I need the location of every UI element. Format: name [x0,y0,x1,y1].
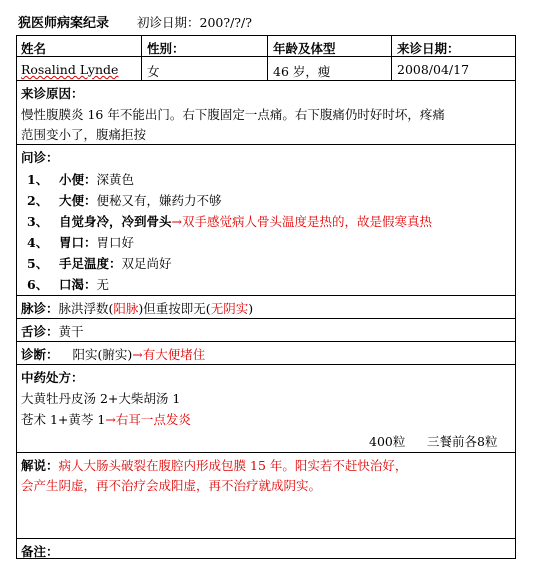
rule [17,538,515,539]
arrow-icon: → [105,412,116,427]
header-name: 姓名 [21,41,47,56]
rule [17,144,515,145]
patient-age-build: 46 岁，瘦 [273,64,331,79]
col-divider [267,36,268,80]
pulse-text: ) [248,301,254,316]
patient-gender: 女 [147,64,160,79]
col-divider [141,36,142,80]
rule [17,364,515,365]
prescription-line-2 [21,410,191,428]
prescription-note: 右耳一点发炎 [115,412,191,427]
record-table [16,35,516,559]
inquiry-item-note: 双手感觉病人骨头温度是热的，故是假寒真热 [182,214,433,229]
record-title [18,12,252,31]
rule [17,341,515,342]
inquiry-num: 3、 [27,214,49,229]
inquiry-item-label: 胃口： [59,235,97,250]
inquiry-item-label: 自觉身冷，冷到骨头 [59,214,172,229]
inquiry-item [27,212,432,230]
reason-line-2: 范围变小了，腹痛拒按 [21,127,147,142]
inquiry-item [27,275,109,293]
inquiry-num: 6、 [27,277,49,292]
inquiry-item-label: 口渴： [59,277,97,292]
inquiry-item-value: 胃口好 [96,235,135,250]
inquiry-num: 1、 [27,172,49,187]
reason-line-1: 慢性腹膜炎 16 年不能出门。右下腹固定一点痛。右下腹痛仍时好时坏，疼痛 [21,107,445,122]
explanation-row [21,456,407,474]
explanation-line-1: 病人大肠头破裂在腹腔内形成包膜 15 年。阳实若不赶快治好， [58,458,408,473]
notes-label: 备注： [21,544,59,559]
visit-date: 2008/04/17 [397,62,470,77]
patient-name [21,62,118,77]
inquiry-item [27,191,222,209]
rule [17,295,515,296]
pulse-label: 脉诊： [21,301,59,316]
prescription-herbs: 苍术 1+黄芩 1 [21,412,106,427]
pulse-text: 脉洪浮数( [58,301,114,316]
rule [17,452,515,453]
prescription-label: 中药处方： [21,370,84,385]
prescription-timing: 三餐前各8粒 [427,434,498,449]
inquiry-item [27,254,172,272]
inquiry-item-label: 大便： [59,193,97,208]
inquiry-item-value: 深黄色 [96,172,135,187]
inquiry-item-value: 无 [96,277,110,292]
arrow-icon: → [132,347,143,362]
header-visit-date: 来诊日期： [397,41,460,56]
diagnosis-label: 诊断： [21,347,59,362]
diagnosis-row [21,345,205,363]
rule [17,318,515,319]
reason-label: 来诊原因： [21,86,84,101]
pulse-row [21,299,253,317]
diagnosis-note: 有大便堵住 [142,347,206,362]
prescription-line-1: 大黄牡丹皮汤 2+大柴胡汤 1 [21,391,181,406]
inquiry-item-value: 便秘又有，嫌药力不够 [96,193,222,208]
tongue-row [21,322,84,340]
explanation-line-2: 会产生阴虚，再不治疗会成阳虚，再不治疗就成阴实。 [21,478,322,493]
inquiry-num: 4、 [27,235,49,250]
title-text: 猊医师病案纪录 [18,16,110,31]
rule [17,80,515,81]
inquiry-item [27,233,134,251]
header-gender: 性别： [147,41,185,56]
arrow-icon: → [171,214,182,229]
inquiry-item-value: 双足尚好 [121,256,172,271]
tongue-value: 黄干 [58,324,84,339]
header-age-build: 年龄及体型 [273,41,336,56]
prescription-dose: 400粒 [369,434,406,449]
col-divider [391,36,392,80]
inquiry-item-label: 小便： [59,172,97,187]
pulse-yang: 阳脉 [113,301,139,316]
pulse-text: )但重按即无( [138,301,211,316]
inquiry-num: 5、 [27,256,49,271]
patient-name-text: Rosalind Lynde [21,62,119,77]
tongue-label: 舌诊： [21,324,59,339]
inquiry-num: 2、 [27,193,49,208]
diagnosis-value: 阳实(腑实) [72,347,133,362]
first-visit-date: 初诊日期：200?/?/? [137,15,252,30]
inquiry-item [27,170,134,188]
pulse-yin: 无阴实 [210,301,249,316]
inquiry-item-label: 手足温度： [59,256,122,271]
explanation-label: 解说： [21,458,59,473]
inquiry-label: 问诊： [21,150,59,165]
